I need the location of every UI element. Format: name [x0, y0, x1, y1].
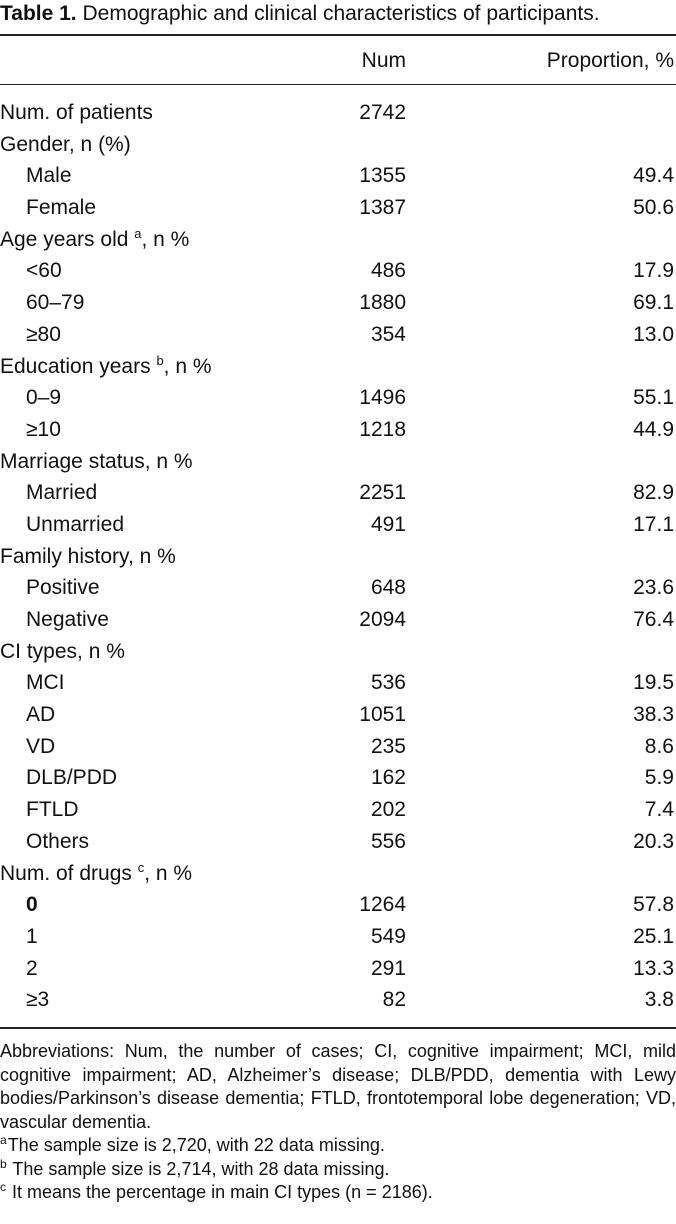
- row-label: Age years old $^a$, n %: [0, 225, 190, 251]
- header-rule: [0, 84, 676, 85]
- row-label: ≥10: [26, 417, 61, 441]
- row-proportion: 19.5: [633, 671, 674, 695]
- row-proportion: 17.1: [633, 512, 674, 536]
- row-proportion: 13.0: [633, 322, 674, 346]
- footnote: $^c$ It means the percentage in main CI types (n = 2186).: [0, 1180, 433, 1202]
- row-label: FTLD: [26, 798, 79, 822]
- row-num: 2094: [359, 608, 406, 631]
- row-label: Education years $^b$, n %: [0, 352, 212, 378]
- table-row: [0, 382, 676, 414]
- row-num: 1387: [359, 196, 406, 220]
- row-num: 648: [370, 576, 406, 600]
- row-num: 549: [370, 924, 406, 948]
- row-label: Family history, n %: [0, 544, 176, 568]
- row-label: Married: [26, 481, 98, 505]
- footnote-mark: b: [0, 1156, 7, 1171]
- table-row: [0, 984, 676, 1016]
- row-proportion: 17.9: [633, 259, 674, 283]
- row-label: 2: [26, 956, 38, 980]
- row-proportion: 38.3: [633, 703, 674, 727]
- row-proportion: 50.6: [633, 196, 674, 220]
- abbreviations-note: Abbreviations: Num, the number of cases; CI, cognitive impairment; MCI, mild cognitive impairment; AD, Alzheimer’s disease; DLB/PDD, dementia with Lewy bodies/Parkinson’s disease dementia; FTLD, frontotemporal lobe degeneration; VD, vascular dementia.: [0, 1041, 676, 1132]
- top-rule: [0, 34, 676, 36]
- row-label: Positive: [26, 576, 100, 600]
- table-notes: [0, 1040, 676, 1205]
- table-row: [0, 477, 676, 509]
- row-num: 1880: [359, 291, 406, 315]
- table-row: [0, 287, 676, 319]
- table-row: [0, 351, 676, 383]
- row-label: Female: [26, 196, 97, 220]
- footnote-mark: c: [0, 1180, 6, 1194]
- table-row: [0, 129, 676, 161]
- row-label: VD: [26, 734, 56, 758]
- table-row: [0, 224, 676, 256]
- column-header-proportion: Proportion, %: [546, 49, 674, 72]
- table-body: [0, 97, 676, 1016]
- row-num: 1496: [359, 386, 406, 410]
- row-label: 60–79: [26, 291, 85, 315]
- row-label: Num. of patients: [0, 101, 153, 124]
- row-proportion: 82.9: [633, 481, 674, 505]
- footnote-mark: a: [0, 1133, 7, 1147]
- row-label: AD: [26, 703, 56, 727]
- row-label: Unmarried: [26, 512, 125, 536]
- table-row: [0, 636, 676, 668]
- row-proportion: 5.9: [644, 766, 674, 790]
- footnote-marker: b: [156, 352, 164, 368]
- row-proportion: 49.4: [633, 164, 674, 188]
- table-row: [0, 192, 676, 224]
- row-label: ≥3: [26, 988, 50, 1012]
- row-label: CI types, n %: [0, 639, 125, 663]
- table-row: [0, 319, 676, 351]
- row-label: MCI: [26, 671, 65, 695]
- row-label: 0: [26, 893, 38, 917]
- row-label: 1: [26, 924, 38, 948]
- row-num: 491: [370, 512, 406, 536]
- table-row: [0, 255, 676, 287]
- row-label: <60: [26, 259, 62, 283]
- row-num: 1051: [359, 703, 406, 727]
- row-label: Negative: [26, 608, 109, 631]
- footnote: $^b$ The sample size is 2,714, with 28 data missing.: [0, 1156, 390, 1179]
- table-row: [0, 826, 676, 858]
- row-proportion: 3.8: [644, 988, 674, 1012]
- row-num: 1264: [359, 893, 406, 917]
- table-row: [0, 604, 676, 636]
- row-num: 536: [370, 671, 406, 695]
- table-row: [0, 699, 676, 731]
- row-num: 2742: [359, 101, 406, 124]
- table-row: [0, 762, 676, 794]
- table-row: [0, 414, 676, 446]
- row-num: 291: [370, 956, 406, 980]
- row-num: 1218: [359, 417, 406, 441]
- row-num: 556: [370, 829, 406, 853]
- row-num: 2251: [359, 481, 406, 505]
- row-proportion: 44.9: [633, 417, 674, 441]
- table-row: [0, 541, 676, 573]
- table-row: [0, 858, 676, 890]
- row-proportion: 57.8: [633, 893, 674, 917]
- table-caption-label: Table 1.: [0, 2, 77, 25]
- row-num: 486: [370, 259, 406, 283]
- row-num: 235: [370, 734, 406, 758]
- row-proportion: 8.6: [644, 734, 674, 758]
- row-num: 354: [370, 322, 406, 346]
- row-label: Others: [26, 829, 90, 853]
- table-row: [0, 731, 676, 763]
- table-row: [0, 667, 676, 699]
- row-label: DLB/PDD: [26, 766, 118, 790]
- footnote: $^a$The sample size is 2,720, with 22 data missing.: [0, 1133, 385, 1155]
- table-row: [0, 160, 676, 192]
- table-row: [0, 794, 676, 826]
- table-row: [0, 921, 676, 953]
- row-proportion: 23.6: [633, 576, 674, 600]
- row-label: ≥80: [26, 322, 61, 346]
- row-num: 202: [370, 798, 406, 822]
- table-caption: [0, 0, 676, 28]
- row-proportion: 25.1: [633, 924, 674, 948]
- table-row: [0, 889, 676, 921]
- footnotes: [0, 1134, 676, 1205]
- row-proportion: 55.1: [633, 386, 674, 410]
- row-num: 162: [370, 766, 406, 790]
- table-row: [0, 97, 676, 129]
- table-row: [0, 509, 676, 541]
- row-proportion: 13.3: [633, 956, 674, 980]
- row-num: 1355: [359, 164, 406, 188]
- table-row: [0, 572, 676, 604]
- bottom-rule: [0, 1027, 676, 1029]
- row-label: Gender, n (%): [0, 132, 131, 156]
- table-row: [0, 446, 676, 478]
- row-proportion: 69.1: [633, 291, 674, 315]
- row-proportion: 76.4: [633, 608, 674, 631]
- footnote-marker: c: [137, 859, 145, 875]
- footnote-marker: a: [134, 225, 142, 241]
- table-row: [0, 953, 676, 985]
- row-label: Num. of drugs $^c$, n %: [0, 859, 193, 885]
- row-num: 82: [382, 988, 406, 1012]
- column-header-num: Num: [361, 49, 406, 72]
- row-label: Male: [26, 164, 72, 188]
- row-proportion: 20.3: [633, 829, 674, 853]
- row-proportion: 7.4: [644, 798, 674, 822]
- row-label: Marriage status, n %: [0, 449, 193, 473]
- row-label: 0–9: [26, 386, 62, 410]
- table-caption-text: Demographic and clinical characteristics of participants.: [82, 2, 600, 25]
